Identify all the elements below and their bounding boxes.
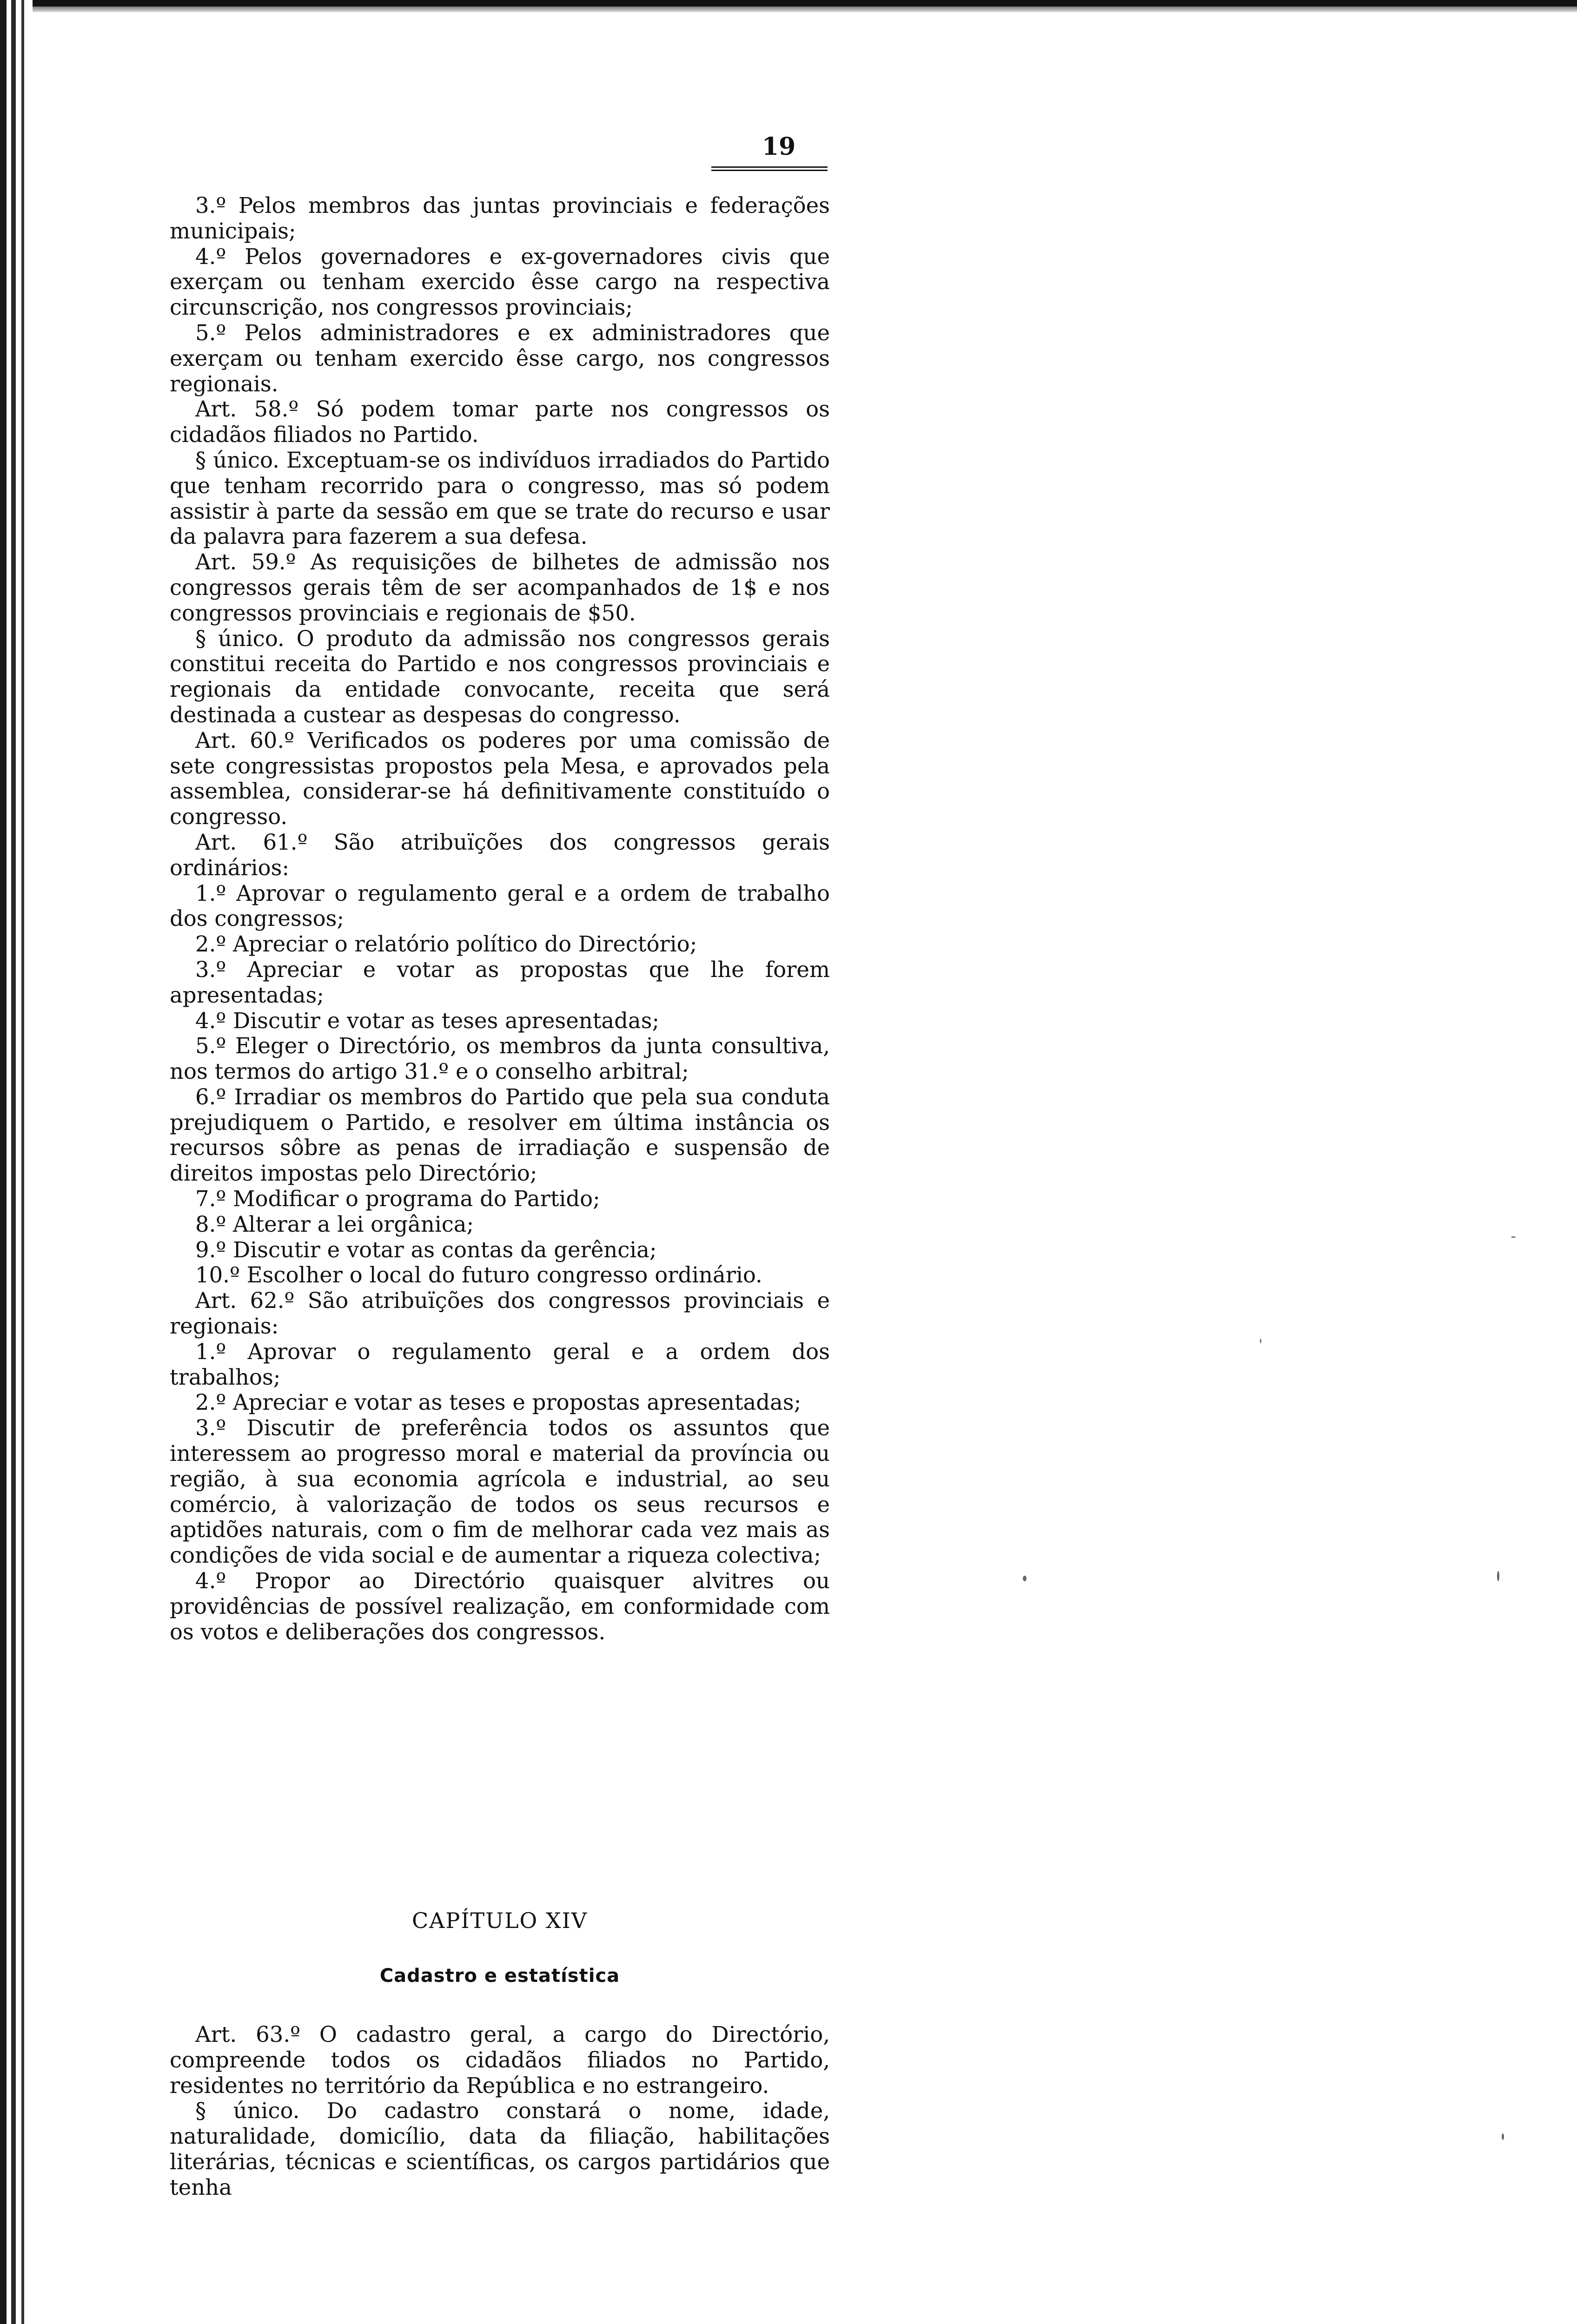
paragraph: Art. 60.º Verificados os poderes por uma comissão de sete congressistas propostos pela Mesa, e aprovados pela assemblea, considerar-se há definitivamente constituído o congresso.	[170, 727, 830, 830]
paragraph: 4.º Discutir e votar as teses apresentadas;	[195, 1008, 660, 1033]
paragraph: 9.º Discutir e votar as contas da gerência;	[195, 1237, 657, 1262]
paragraph: § único. O produto da admissão nos congressos gerais constitui receita do Partido e nos congressos provinciais e regionais da entidade convocante, receita que será destinada a custear as despesas do congresso.	[170, 626, 830, 727]
paragraph: § único. Exceptuam-se os indivíduos irradiados do Partido que tenham recorrido para o congresso, mas só podem assistir à parte da sessão em que se trate do recurso e usar da palavra para fazerem a sua defesa.	[170, 447, 830, 549]
paragraph: 4.º Pelos governadores e ex-governadores civis que exerçam ou tenham exercido êsse cargo na respectiva circunscrição, nos congressos provinciais;	[170, 244, 830, 320]
chapter-subtitle: Cadastro e estatística	[379, 1965, 620, 1987]
paragraph: 10.º Escolher o local do futuro congresso ordinário.	[195, 1262, 762, 1288]
paragraph: 2.º Apreciar o relatório político do Directório;	[195, 931, 697, 957]
paragraph: Art. 59.º As requisições de bilhetes de admissão nos congressos gerais têm de ser acompanhados de 1$ e nos congressos provinciais e regionais de $50.	[170, 549, 830, 626]
paragraph: 3.º Discutir de preferência todos os assuntos que interessem ao progresso moral e material da província ou região, à sua economia agrícola e industrial, ao seu comércio, à valorização de todos os seus recursos e aptidões naturais, com o fim de melhorar cada vez mais as condições de vida social e de aumentar a riqueza colectiva;	[170, 1415, 830, 1568]
paragraph: Art. 58.º Só podem tomar parte nos congressos os cidadãos filiados no Partido.	[170, 396, 830, 448]
paragraph: Art. 62.º São atribuïções dos congressos provinciais e regionais:	[170, 1288, 830, 1339]
paragraph: § único. Do cadastro constará o nome, idade, naturalidade, domicílio, data da filiação, habilitações literárias, técnicas e scientíficas, os cargos partidários que tenha	[170, 2098, 830, 2200]
scan-speck	[1260, 1339, 1261, 1343]
paragraph: 8.º Alterar a lei orgânica;	[195, 1211, 474, 1237]
paragraph: 4.º Propor ao Directório quaisquer alvitres ou providências de possível realização, em conformidade com os votos e deliberações dos congressos.	[170, 1568, 830, 1644]
paragraph: 3.º Pelos membros das juntas provinciais e federações municipais;	[170, 193, 830, 244]
paragraph: Art. 63.º O cadastro geral, a cargo do Directório, compreende todos os cidadãos filiados no Partido, residentes no território da República e no estrangeiro.	[170, 2022, 830, 2098]
chapter-title: CAPÍTULO XIV	[411, 1908, 588, 1933]
paragraph: 1.º Aprovar o regulamento geral e a ordem dos trabalhos;	[170, 1339, 830, 1390]
paragraph: 2.º Apreciar e votar as teses e propostas apresentadas;	[195, 1390, 802, 1415]
paragraph: 7.º Modificar o programa do Partido;	[195, 1186, 600, 1212]
scan-speck	[1497, 1571, 1499, 1581]
scan-speck	[1023, 1576, 1027, 1581]
paragraph: 3.º Apreciar e votar as propostas que lhe forem apresentadas;	[170, 957, 830, 1008]
paragraph: 6.º Irradiar os membros do Partido que pela sua conduta prejudiquem o Partido, e resolver em última instância os recursos sôbre as penas de irradiação e suspensão de direitos impostas pelo Directório;	[170, 1084, 830, 1186]
scan-binding-edge	[0, 0, 33, 2324]
page-number-rule	[711, 166, 828, 171]
body-text	[170, 193, 830, 1644]
paragraph: 1.º Aprovar o regulamento geral e a ordem de trabalho dos congressos;	[170, 880, 830, 931]
page-number: 19	[762, 132, 796, 161]
body-text-continued	[170, 2022, 830, 2200]
paragraph: 5.º Eleger o Directório, os membros da junta consultiva, nos termos do artigo 31.º e o conselho arbitral;	[170, 1033, 830, 1084]
scan-speck	[1502, 2133, 1504, 2140]
paragraph: Art. 61.º São atribuïções dos congressos gerais ordinários:	[170, 829, 830, 880]
scan-top-edge	[0, 0, 1577, 12]
scan-speck	[1511, 1236, 1516, 1238]
paragraph: 5.º Pelos administradores e ex administradores que exerçam ou tenham exercido êsse cargo, nos congressos regionais.	[170, 320, 830, 396]
